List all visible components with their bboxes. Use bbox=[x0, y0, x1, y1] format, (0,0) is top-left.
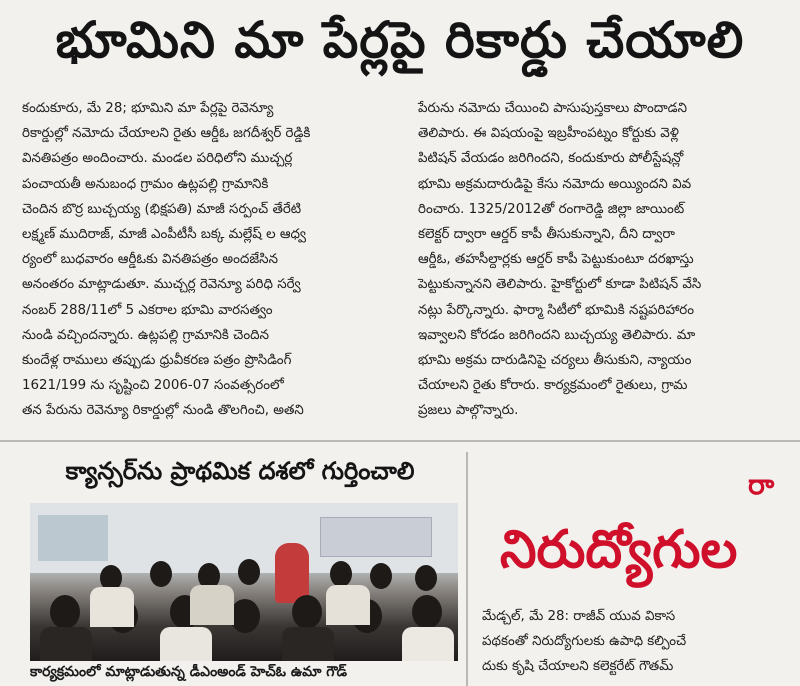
article-line: చేయాలని రైతు కోరారు. కార్యక్రమంలో రైతులు, గ్రామ bbox=[418, 378, 688, 394]
photo-banner bbox=[320, 517, 432, 557]
photo-caption: కార్యక్రమంలో మాట్లాడుతున్న డీఎంఅండ్ హెచ్ఓ ఉమా గౌడ్ bbox=[30, 664, 347, 680]
article-line: ఇవ్వాలని కోరడం జరిగిందని బుచ్చయ్య తెలిపారు. మా bbox=[418, 327, 696, 343]
photo-person bbox=[370, 563, 392, 589]
article-line: పథకంతో నిరుద్యోగులకు ఉపాధి కల్పించే bbox=[482, 634, 687, 650]
article-line: పెట్టుకున్నానని తెలిపారు. హైకోర్టులో కూడా పిటిషన్ వేసి bbox=[418, 277, 702, 293]
photo-person-body bbox=[190, 585, 234, 625]
article-line: ప్రజలు పాల్గొన్నారు. bbox=[418, 403, 519, 419]
section-divider bbox=[0, 440, 800, 442]
photo-person-body bbox=[90, 587, 134, 627]
article-line: ఆర్డీఓ, తహసీల్దార్లకు ఆర్డర్ కాపీ పెట్టుకుంటూ దరఖాస్తు bbox=[418, 252, 694, 268]
article-line: రికార్డుల్లో నమోదు చేయాలని రైతు ఆర్డీఓ జగదీశ్వర్ రెడ్డికి bbox=[22, 126, 311, 142]
article-line: దుకు కృషి చేయాలని కలెక్టరేట్ గౌతమ్ bbox=[482, 659, 674, 675]
third-headline-top-fragment: రా bbox=[748, 468, 775, 501]
article-line: కందుకూరు, మే 28; భూమిని మా పేర్లపై రెవెన్యూ bbox=[22, 101, 274, 116]
second-headline: క్యాన్సర్‌ను ప్రాథమిక దశలో గుర్తించాలి bbox=[65, 457, 415, 485]
article-line: భూమి అక్రమదారుడిపై కేసు నమోదు అయ్యిందని వివ bbox=[418, 176, 692, 192]
photo-person bbox=[330, 561, 352, 587]
article-line: తన పేరును రెవెన్యూ రికార్డుల్లో నుండి తొలగించి, అతని bbox=[22, 403, 304, 419]
article-left-column bbox=[22, 96, 400, 424]
article-line: తెలిపారు. ఈ విషయంపై ఇబ్రహీంపట్నం కోర్టుకు వెళ్లి bbox=[418, 126, 679, 142]
photo-person bbox=[50, 595, 80, 629]
third-article-body bbox=[482, 604, 800, 686]
column-divider bbox=[466, 452, 468, 686]
main-headline: భూమిని మా పేర్లపై రికార్డు చేయాలి bbox=[55, 10, 745, 69]
photo-person bbox=[292, 595, 322, 629]
article-line: పంచాయతీ అనుబంధ గ్రామం ఉట్లపల్లి గ్రామానికి bbox=[22, 176, 269, 192]
article-line: ర్యంలో బుధవారం ఆర్డీఓకు వినతిపత్రం అందజేసిన bbox=[22, 252, 278, 268]
article-right-column bbox=[418, 96, 778, 424]
photo-person bbox=[412, 595, 442, 629]
article-line: అనంతరం మాట్లాడుతూ. ముచ్చర్ల రెవెన్యూ పరిధి సర్వే bbox=[22, 277, 301, 293]
article-line: నుండి వచ్చిందన్నారు. ఉట్లపల్లి గ్రామానికి చెందిన bbox=[22, 327, 269, 343]
news-photo bbox=[30, 503, 458, 661]
photo-person bbox=[238, 559, 260, 585]
photo-person-body bbox=[40, 627, 92, 661]
article-line: కుందేళ్ల రాములు తప్పుడు ధ్రువీకరణ పత్రం ప్రొసిడింగ్ bbox=[22, 353, 292, 369]
article-line: రించారు. 1325/2012తో రంగారెడ్డి జిల్లా జాయింట్ bbox=[418, 201, 685, 217]
article-line: పేరును నమోదు చేయించి పాసుపుస్తకాలు పొందాడని bbox=[418, 101, 687, 116]
article-line: నట్లు పేర్కొన్నారు. ఫార్మా సిటీలో భూమికి నష్టపరిహారం bbox=[418, 302, 695, 318]
article-line: నంబర్ 288/11లో 5 ఎకరాల భూమి వారసత్వం bbox=[22, 302, 273, 318]
third-headline: నిరుద్యోగుల bbox=[500, 520, 738, 580]
photo-person-body bbox=[160, 627, 212, 661]
article-line: కలెక్టర్ ద్వారా ఆర్డర్ కాపీ తీసుకున్నాని, దీని ద్వారా bbox=[418, 227, 675, 243]
photo-speaker-figure bbox=[275, 543, 309, 603]
article-line: వినతిపత్రం అందించారు. మండల పరిధిలోని ముచ్చర్ల bbox=[22, 151, 293, 167]
article-line: మేడ్చల్, మే 28: రాజీవ్ యువ వికాస bbox=[482, 609, 676, 624]
article-line: పిటిషన్ వేయడం జరిగిందని, కందుకూరు పోలీస్టేషన్లో bbox=[418, 151, 684, 167]
photo-person bbox=[230, 599, 260, 633]
photo-window bbox=[38, 515, 108, 561]
article-line: 1621/199 ను సృష్టించి 2006-07 సంవత్సరంలో bbox=[22, 378, 284, 394]
article-line: లక్ష్మణ్ ముదిరాజ్, మాజీ ఎంపీటీసీ బక్క మల్లేష్ ల ఆధ్వ bbox=[22, 227, 307, 243]
photo-person-body bbox=[326, 585, 370, 625]
photo-person-body bbox=[402, 627, 454, 661]
photo-person bbox=[415, 565, 437, 591]
article-line: భూమి అక్రమ దారుడినిపై చర్యలు తీసుకుని, న్యాయం bbox=[418, 353, 692, 369]
photo-person bbox=[150, 561, 172, 587]
photo-person-body bbox=[282, 627, 334, 661]
article-line: చెందిన బొర్ర బుచ్చయ్య (భిక్షపతి) మాజీ సర్పంచ్ తేరేటి bbox=[22, 201, 302, 217]
